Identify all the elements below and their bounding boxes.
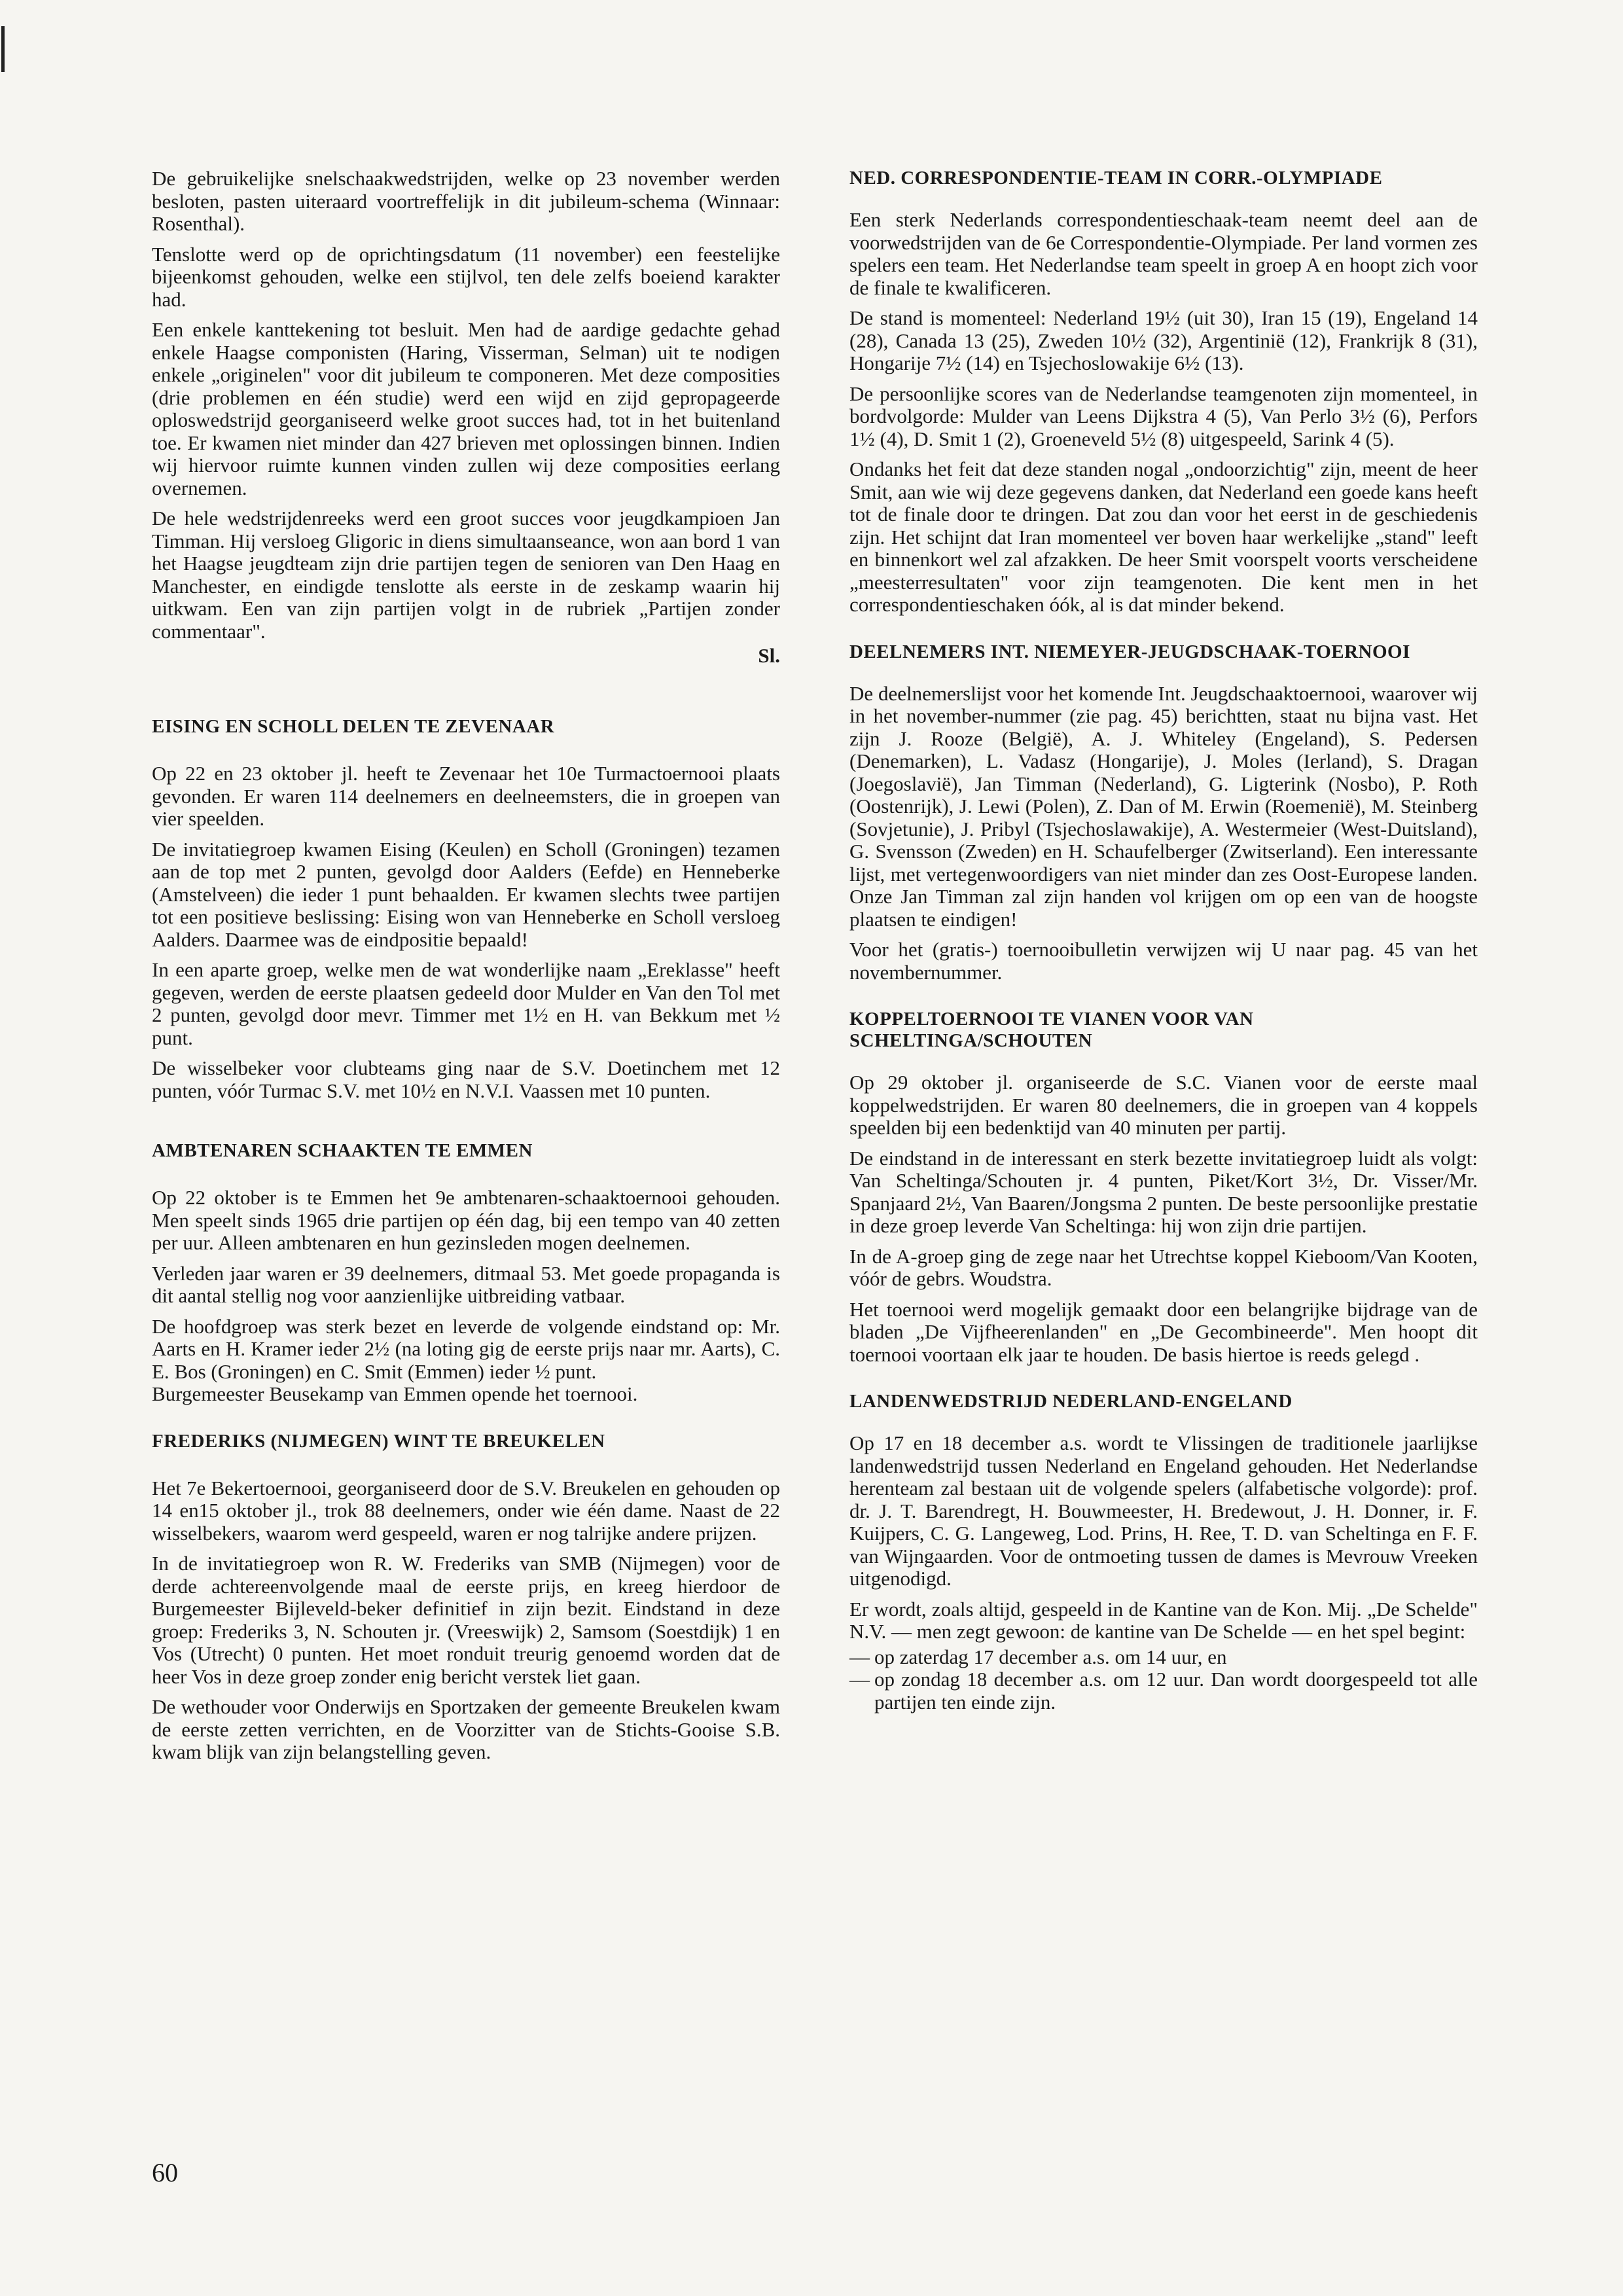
list-item-text: op zondag 18 december a.s. om 12 uur. Dan wordt doorgespeeld tot alle partijen ten einde zijn.: [874, 1668, 1478, 1713]
edge-mark: [1, 26, 5, 72]
paragraph: De eindstand in de interessant en sterk bezette invitatiegroep luidt als volgt: Van Scheltinga/Schouten jr. 4 punten, Piket/Kort 3½, Dr. Visser/Mr. Spanjaard 2½, Van Baaren/Jongsma 2 punten. De beste persoonlijke prestatie in deze groep leverde Van Scheltinga: hij won zijn drie partijen.: [849, 1146, 1478, 1237]
paragraph: Er wordt, zoals altijd, gespeeld in de Kantine van de Kon. Mij. „De Schelde" N.V. — men zegt gewoon: de kantine van De Schelde — en het spel begint:: [849, 1597, 1478, 1643]
article-heading: DEELNEMERS INT. NIEMEYER-JEUGDSCHAAK-TOERNOOI: [849, 641, 1410, 662]
paragraph: De hele wedstrijdenreeks werd een groot succes voor jeugdkampioen Jan Timman. Hij versloeg Gligoric in diens simultaanseance, won aan bord 1 van het Haagse jeugdteam zijn drie partijen tegen de senioren van Den Haag en Manchester, en eindigde tenslotte als eerste in de zeskamp waarin hij uitkwam. Een van zijn partijen volgt in de rubriek „Partijen zonder commentaar".: [152, 507, 780, 643]
paragraph: Voor het (gratis-) toernooibulletin verwijzen wij U naar pag. 45 van het novembernummer.: [849, 938, 1478, 984]
paragraph: Ondanks het feit dat deze standen nogal „ondoorzichtig" zijn, meent de heer Smit, aan wie wij deze gegevens danken, dat Nederland een goede kans heeft tot de finale door te dringen. Dat zou dan voor het eerst in de geschiedenis zijn. Het schijnt dat Iran momenteel ver boven haar werkelijke „stand" leeft en binnenkort wel zal afzakken. De heer Smit voorspelt voorts verscheidene „meesterresultaten" voor zijn teamgenoten. Die kent men in het correspondentieschaken óók, al is dat minder bekend.: [849, 457, 1478, 616]
paragraph: Op 22 en 23 oktober jl. heeft te Zevenaar het 10e Turmactoernooi plaats gevonden. Er waren 114 deelnemers en deelneemsters, die in groepen van vier speelden.: [152, 762, 780, 830]
list-item: [849, 1668, 1478, 1713]
paragraph: Op 22 oktober is te Emmen het 9e ambtenaren-schaaktoernooi gehouden. Men speelt sinds 1965 drie partijen op één dag, bij een tempo van 40 zetten per uur. Alleen ambtenaren en hun gezinsleden mogen deelnemen.: [152, 1186, 780, 1254]
paragraph: De deelnemerslijst voor het komende Int. Jeugdschaaktoernooi, waarover wij in het november-nummer (zie pag. 45) berichtten, staat nu bijna vast. Het zijn J. Rooze (België), A. J. Whiteley (Engeland), S. Pedersen (Denemarken), L. Vadasz (Hongarije), J. Moles (Ierland), S. Dragan (Joegoslavië), Jan Timman (Nederland), G. Ligterink (Nosbo), P. Roth (Oostenrijk), J. Lewi (Polen), Z. Dan of M. Erwin (Roemenië), M. Steinberg (Sovjetunie), J. Pribyl (Tsjechoslawakije), A. Westermeier (West-Duitsland), G. Svensson (Zweden) en H. Schaufelberger (Zwitserland). Een interessante lijst, met vertegenwoordigers van niet minder dan zes Oost-Europese landen. Onze Jan Timman zal zijn handen vol krijgen om op een van de hoogste plaatsen te eindigen!: [849, 681, 1478, 931]
paragraph: In een aparte groep, welke men de wat wonderlijke naam „Ereklasse" heeft gegeven, werden de eerste plaatsen gedeeld door Mulder en Van den Tol met 2 punten, gevolgd door mevr. Timmer met 1½ en H. van Bekkum met ½ punt.: [152, 958, 780, 1049]
article-heading: KOPPELTOERNOOI TE VIANEN VOOR VAN SCHELTINGA/SCHOUTEN: [849, 1009, 1254, 1051]
paragraph: In de A-groep ging de zege naar het Utrechtse koppel Kieboom/Van Kooten, vóór de gebrs. Woudstra.: [849, 1244, 1478, 1290]
paragraph: De persoonlijke scores van de Nederlandse teamgenoten zijn momenteel, in bordvolgorde: Mulder van Leens Dijkstra 4 (5), Van Perlo 3½ (6), Perfors 1½ (4), D. Smit 1 (2), Groeneveld 5½ (8) uitgespeeld, Sarink 4 (5).: [849, 382, 1478, 450]
paragraph: De wethouder voor Onderwijs en Sportzaken der gemeente Breukelen kwam de eerste zetten verrichten, en de Voorzitter van de Stichts-Gooise S.B. kwam blijk van zijn belangstelling geven.: [152, 1695, 780, 1763]
paragraph: De wisselbeker voor clubteams ging naar de S.V. Doetinchem met 12 punten, vóór Turmac S.V. met 10½ en N.V.I. Vaassen met 10 punten.: [152, 1056, 780, 1102]
right-column: [849, 168, 1478, 1713]
article-heading: NED. CORRESPONDENTIE-TEAM IN CORR.-OLYMPIADE: [849, 168, 1383, 188]
article-heading: EISING EN SCHOLL DELEN TE ZEVENAAR: [152, 716, 555, 737]
article-heading: LANDENWEDSTRIJD NEDERLAND-ENGELAND: [849, 1391, 1293, 1412]
paragraph: De stand is momenteel: Nederland 19½ (uit 30), Iran 15 (19), Engeland 14 (28), Canada 13 (25), Zweden 10½ (32), Argentinië (12), Frankrijk 8 (31), Hongarije 7½ (14) en Tsjechoslowakije 6½ (13).: [849, 306, 1478, 374]
paragraph: De invitatiegroep kwamen Eising (Keulen) en Scholl (Groningen) tezamen aan de top met 2 punten, gevolgd door Aalders (Eefde) en Henneberke (Amstelveen) die ieder 1 punt behaalden. Er kwamen slechts twee partijen tot een positieve beslissing: Eising won van Henneberke en Scholl versloeg Aalders. Daarmee was de eindpositie bepaald!: [152, 837, 780, 951]
paragraph: Verleden jaar waren er 39 deelnemers, ditmaal 53. Met goede propaganda is dit aantal stellig nog voor aanzienlijke uitbreiding vatbaar.: [152, 1261, 780, 1307]
author-signature: Sl.: [758, 644, 780, 667]
paragraph: Het 7e Bekertoernooi, georganiseerd door de S.V. Breukelen en gehouden op 14 en15 oktober jl., trok 88 deelnemers, onder wie één dame. Naast de 22 wisselbekers, waarom werd gespeeld, waren er nog talrijke andere prijzen.: [152, 1476, 780, 1545]
paragraph: Op 29 oktober jl. organiseerde de S.C. Vianen voor de eerste maal koppelwedstrijden. Er waren 80 deelnemers, die in groepen van 4 koppels speelden bij een bedenktijd van 40 minuten per partij.: [849, 1071, 1478, 1139]
paragraph: Een sterk Nederlands correspondentieschaak-team neemt deel aan de voorwedstrijden van de 6e Correspondentie-Olympiade. Per land vormen zes spelers een team. Het Nederlandse team speelt in groep A en hoopt zich voor de finale te kwalificeren.: [849, 208, 1478, 299]
paragraph: Tenslotte werd op de oprichtingsdatum (11 november) een feestelijke bijeenkomst gehouden, welke een stijlvol, ten dele zelfs boeiend karakter had.: [152, 242, 780, 311]
paragraph: Op 17 en 18 december a.s. wordt te Vlissingen de traditionele jaarlijkse landenwedstrijd tussen Nederland en Engeland gehouden. Het Nederlandse herenteam zal bestaan uit de volgende spelers (alfabetische volgorde): prof. dr. J. T. Barendregt, H. Bouwmeester, H. Bredewout, J. H. Donner, ir. F. Kuijpers, C. G. Langeweg, Lod. Prins, H. Ree, T. D. van Scheltinga en F. F. van Wijngaarden. Voor de ontmoeting tussen de dames is Mevrouw Vreeken uitgenodigd.: [849, 1431, 1478, 1590]
list-item-text: op zaterdag 17 december a.s. om 14 uur, en: [874, 1645, 1227, 1668]
article-heading: FREDERIKS (NIJMEGEN) WINT TE BREUKELEN: [152, 1430, 605, 1452]
paragraph: De hoofdgroep was sterk bezet en leverde de volgende eindstand op: Mr. Aarts en H. Kramer ieder 2½ (na loting gig de eerste prijs naar mr. Aarts), C. E. Bos (Groningen) en C. Smit (Emmen) ieder ½ punt.: [152, 1314, 780, 1383]
list-item: [849, 1646, 1478, 1669]
paragraph: De gebruikelijke snelschaakwedstrijden, welke op 23 november werden besloten, pasten uiteraard voortreffelijk in dit jubileum-schema (Winnaar: Rosenthal).: [152, 167, 780, 235]
page-number: 60: [152, 2158, 178, 2187]
paragraph: Het toernooi werd mogelijk gemaakt door een belangrijke bijdrage van de bladen „De Vijfheerenlanden" en „De Gecombineerde". Men hoopt dit toernooi voortaan elk jaar te houden. De basis hiertoe is reeds gelegd .: [849, 1297, 1478, 1366]
list-marker: —: [849, 1645, 870, 1668]
article-heading: AMBTENAREN SCHAAKTEN TE EMMEN: [152, 1140, 533, 1161]
paragraph: Burgemeester Beusekamp van Emmen opende het toernooi.: [152, 1382, 638, 1405]
paragraph: Een enkele kanttekening tot besluit. Men had de aardige gedachte gehad enkele Haagse componisten (Haring, Visserman, Selman) uit te nodigen enkele „originelen" voor dit jubileum te componeren. Met deze composities (drie problemen en één studie) werd een wijd en zijd gepropageerde oploswedstrijd georganiseerd welke groot succes had, tot in het buitenland toe. Er kwamen niet minder dan 427 brieven met oplossingen binnen. Indien wij hiervoor ruimte kunnen vinden zullen wij deze composities eerlang overnemen.: [152, 318, 780, 499]
paragraph: In de invitatiegroep won R. W. Frederiks van SMB (Nijmegen) voor de derde achtereenvolgende maal de eerste prijs, en kreeg hierdoor de Burgemeester Bijleveld-beker definitief in zijn bezit. Eindstand in deze groep: Frederiks 3, N. Schouten jr. (Vreeswijk) 2, Samsom (Soestdijk) 1 en Vos (Utrecht) 0 punten. Het moet ronduit treurig genoemd worden dat de heer Vos in deze groep zonder enig bericht verstek liet gaan.: [152, 1552, 780, 1688]
left-column: [152, 168, 780, 1772]
list-marker: —: [849, 1668, 870, 1691]
